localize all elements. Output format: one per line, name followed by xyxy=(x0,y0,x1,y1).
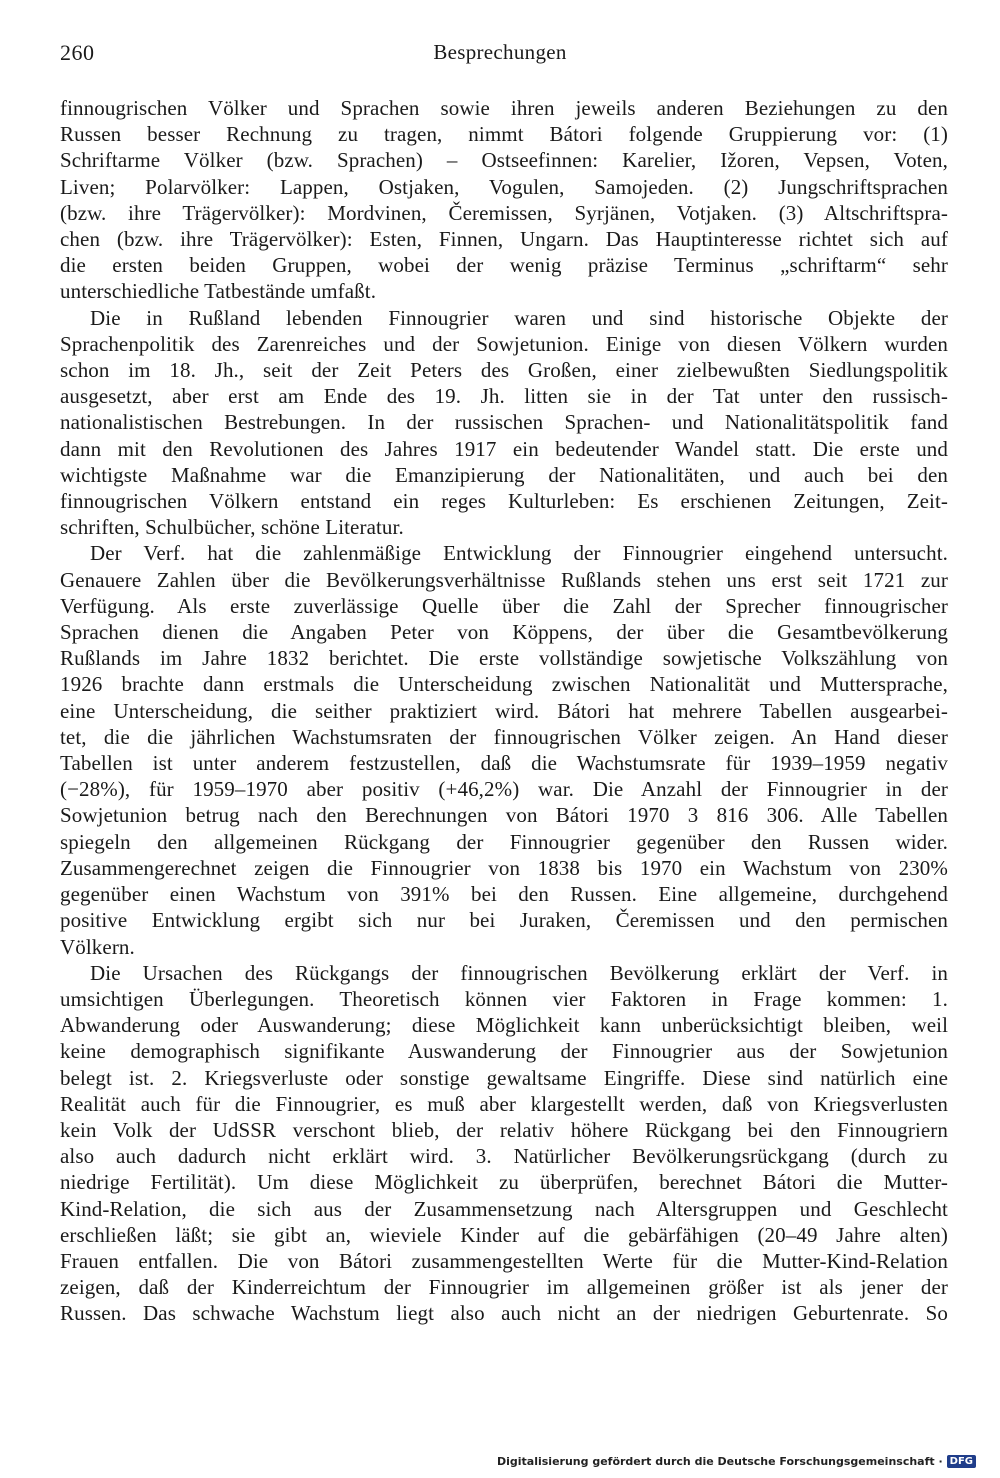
page-number: 260 xyxy=(60,40,95,65)
text-line: 1926 brachte dann erstmals die Unterscheidung zwischen Nationalität und Muttersprache, xyxy=(60,672,948,697)
text-line: tet, die die jährlichen Wachstumsraten der finnougrischen Völker zeigen. An Hand dieser xyxy=(60,724,948,749)
digitization-footer xyxy=(497,1455,976,1468)
text-line: Tabellen ist unter anderem festzustellen, daß die Wachstumsrate für 1939–1959 negativ xyxy=(60,751,948,776)
text-line: niedrige Fertilität). Um diese Möglichkeit zu überprüfen, berechnet Bátori die Mutter- xyxy=(60,1170,948,1195)
text-line: Sprachenpolitik des Zarenreiches und der Sowjetunion. Einige von diesen Völkern wurden xyxy=(60,331,948,356)
text-line: ausgesetzt, aber erst am Ende des 19. Jh. litten sie in der Tat unter den russisch- xyxy=(60,384,948,409)
text-line: Sowjetunion betrug nach den Berechnungen von Bátori 1970 3 816 306. Alle Tabellen xyxy=(60,803,948,828)
text-line: gegenüber einen Wachstum von 391% bei den Russen. Eine allgemeine, durchgehend xyxy=(60,882,948,907)
text-line: finnougrischen Völker und Sprachen sowie ihren jeweils anderen Beziehungen zu den xyxy=(60,96,948,120)
text-line: zeigen, daß der Kinderreichtum der Finnougrier im allgemeinen größer ist als jener der xyxy=(60,1275,948,1300)
paragraph-4 xyxy=(60,960,948,1327)
text-line: dann mit den Revolutionen des Jahres 1917 ein bedeutender Wandel statt. Die erste und xyxy=(60,436,948,461)
text-line: also auch dadurch nicht erklärt wird. 3. Natürlicher Bevölkerungsrückgang (durch zu xyxy=(60,1144,948,1169)
text-line: belegt ist. 2. Kriegsverluste oder sonstige gewaltsame Eingriffe. Diese sind natürlich eine xyxy=(60,1065,948,1090)
text-line: umsichtigen Überlegungen. Theoretisch können vier Faktoren in Frage kommen: 1. xyxy=(60,986,948,1011)
text-line: nationalistischen Bestrebungen. In der russischen Sprachen- und Nationalitätspolitik fand xyxy=(60,410,948,435)
paragraph-2 xyxy=(60,305,948,541)
text-line: Der Verf. hat die zahlenmäßige Entwicklung der Finnougrier eingehend untersucht. xyxy=(90,541,948,566)
text-line: Liven; Polarvölker: Lappen, Ostjaken, Vogulen, Samojeden. (2) Jungschriftsprachen xyxy=(60,174,948,199)
text-line: erschließen läßt; sie gibt an, wieviele Kinder auf die gebärfähigen (20–49 Jahre alten) xyxy=(60,1222,948,1247)
text-line: Schriftarme Völker (bzw. Sprachen) – Ostseefinnen: Karelier, Ižoren, Vepsen, Voten, xyxy=(60,148,948,173)
text-line: Abwanderung oder Auswanderung; diese Möglichkeit kann unberücksichtigt bleiben, weil xyxy=(60,1013,948,1038)
text-line: spiegeln den allgemeinen Rückgang der Finnougrier gegenüber den Russen wider. xyxy=(60,829,948,854)
text-line: Genauere Zahlen über die Bevölkerungsverhältnisse Rußlands stehen uns erst seit 1721 zur xyxy=(60,567,948,592)
text-line: eine Unterscheidung, die seither praktiziert wird. Bátori hat mehrere Tabellen ausgearbei- xyxy=(60,698,948,723)
text-line: schon im 18. Jh., seit der Zeit Peters des Großen, einer zielbewußten Siedlungspolitik xyxy=(60,358,948,383)
text-line: Rußlands im Jahre 1832 berichtet. Die erste vollständige sowjetische Volkszählung von xyxy=(60,646,948,671)
text-line: Die Ursachen des Rückgangs der finnougrischen Bevölkerung erklärt der Verf. in xyxy=(90,960,948,985)
text-line: schriften, Schulbücher, schöne Literatur. xyxy=(60,515,404,540)
text-line: unterschiedliche Tatbestände umfaßt. xyxy=(60,279,377,304)
dfg-logo-icon: DFG xyxy=(947,1455,976,1468)
paragraph-3 xyxy=(60,540,948,959)
text-line: Kind-Relation, die sich aus der Zusammensetzung nach Altersgruppen und Geschlecht xyxy=(60,1196,948,1221)
text-line: Verfügung. Als erste zuverlässige Quelle über die Zahl der Sprecher finnougrischer xyxy=(60,593,948,618)
text-line: die ersten beiden Gruppen, wobei der wenig präzise Terminus „schriftarm“ sehr xyxy=(60,253,948,278)
running-head: Besprechungen xyxy=(433,40,567,64)
text-line: finnougrischen Völkern entstand ein reges Kulturleben: Es erschienen Zeitungen, Zeit- xyxy=(60,489,948,514)
text-line: kein Volk der UdSSR verschont blieb, der relativ höhere Rückgang bei den Finnougriern xyxy=(60,1117,948,1142)
text-line: chen (bzw. ihre Trägervölker): Esten, Finnen, Ungarn. Das Hauptinteresse richtet sich auf xyxy=(60,227,948,252)
text-line: (−28%), für 1959–1970 aber positiv (+46,2%) war. Die Anzahl der Finnougrier in der xyxy=(60,777,948,802)
text-line: Sprachen dienen die Angaben Peter von Köppens, der über die Gesamtbevölkerung xyxy=(60,620,948,645)
text-line: Völkern. xyxy=(60,934,135,959)
paragraph-1 xyxy=(60,95,948,305)
text-line: Russen. Das schwache Wachstum liegt also auch nicht an der niedrigen Geburtenrate. So xyxy=(60,1301,948,1326)
text-line: Zusammengerechnet zeigen die Finnougrier von 1838 bis 1970 ein Wachstum von 230% xyxy=(60,855,948,880)
text-line: Die in Rußland lebenden Finnougrier waren und sind historische Objekte der xyxy=(90,305,948,330)
body-text xyxy=(60,95,948,1327)
text-line: positive Entwicklung ergibt sich nur bei Juraken, Čeremissen und den permischen xyxy=(60,908,948,933)
text-line: (bzw. ihre Trägervölker): Mordvinen, Čeremissen, Syrjänen, Votjaken. (3) Altschriftspra- xyxy=(60,200,948,225)
text-line: keine demographisch signifikante Auswanderung der Finnougrier aus der Sowjetunion xyxy=(60,1039,948,1064)
text-line: wichtigste Maßnahme war die Emanzipierung der Nationalitäten, und auch bei den xyxy=(60,462,948,487)
footer-text: Digitalisierung gefördert durch die Deutsche Forschungsgemeinschaft · xyxy=(496,1455,943,1468)
text-line: Frauen entfallen. Die von Bátori zusammengestellten Werte für die Mutter-Kind-Relation xyxy=(60,1248,948,1273)
text-line: Realität auch für die Finnougrier, es muß aber klargestellt werden, daß von Kriegsverlusten xyxy=(60,1091,948,1116)
text-line: Russen besser Rechnung zu tragen, nimmt Bátori folgende Gruppierung vor: (1) xyxy=(60,122,948,147)
